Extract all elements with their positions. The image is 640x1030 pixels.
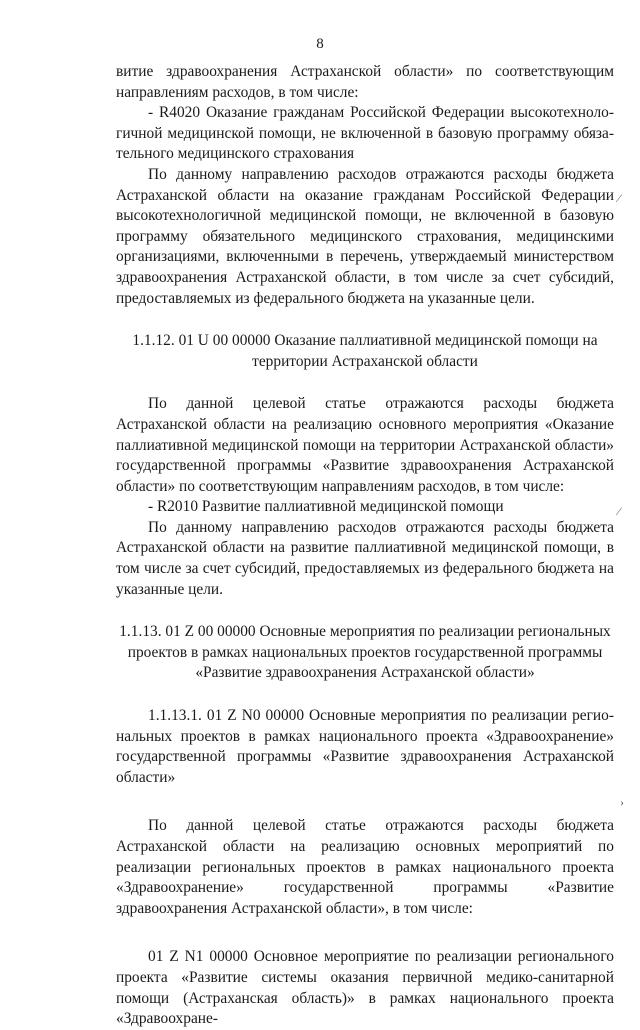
paragraph-continuation: витие здравоохранения Астраханской области» по соответствующим направлениям расходов, в том числе: [116,63,614,101]
scan-margin-mark: › [620,795,624,809]
list-item-r4020: - R4020 Оказание гражданам Российской Федерации высокотехнологичной медицинской помощи, не включенной в базовую программу обязательного медицинского страхования [116,104,614,163]
scan-margin-mark: ⁄ [618,504,621,518]
section-heading-1-1-12: 1.1.12. 01 U 00 00000 Оказание паллиативной медицинской помощи на территории Астраханской области [132,332,598,370]
paragraph-z-n1-description: 01 Z N1 00000 Основное мероприятие по реализации регионального проекта «Развитие системы оказания первичной медико-санитарной помощи (Астраханская область)» в рамках национального проекта «Здравоохране- [116,948,614,1028]
scan-margin-mark: ⁄ [618,191,621,205]
paragraph-1-1-12-description: По данной целевой статье отражаются расходы бюджета Астраханской области на реализацию основного мероприятия «Оказание паллиативной медицинской помощи на территории Астраханской области» государственной программы «Развитие здравоохранения Астраханской области» по соответствующим направлениям расходов, в том числе: [116,395,614,495]
list-item-r2010: - R2010 Развитие паллиативной медицинской помощи [148,498,504,516]
paragraph-r2010-description: По данному направлению расходов отражаются расходы бюджета Астраханской области на развитие паллиативной медицинской помощи, в том числе за счет субсидий, предоставляемых из федерального бюджета на указанные цели. [116,518,614,598]
section-heading-1-1-13-1: 1.1.13.1. 01 Z N0 00000 Основные мероприятия по реализации региональных проектов в рамках национального проекта «Здравоохранение» государственной программы «Развитие здравоохранения Астраханской области» [116,707,614,786]
page-number: 8 [316,36,324,52]
paragraph-r4020-description: По данному направлению расходов отражаются расходы бюджета Астраханской области на оказание гражданам Российской Федерации высокотехнологичной медицинской помощи, не включенной в базовую программу обязательного медицинского страхования, медицинскими организациями, включенными в перечень, утверждаемый министерством здравоохранения Астраханской области, в том числе за счет субсидий, предоставляемых из федерального бюджета на указанные цели. [116,165,614,307]
document-body [116,62,614,1030]
section-heading-1-1-13: 1.1.13. 01 Z 00 00000 Основные мероприятия по реализации региональных проектов в рамках национальных проектов государственной программы «Развитие здравоохранения Астраханской области» [119,623,611,682]
paragraph-1-1-13-1-description: По данной целевой статье отражаются расходы бюджета Астраханской области на реализацию основных мероприятий по реализации региональных проектов в рамках национального проекта «Здравоохранение» государственной программы «Развитие здравоохранения Астраханской области», в том числе: [116,817,614,917]
